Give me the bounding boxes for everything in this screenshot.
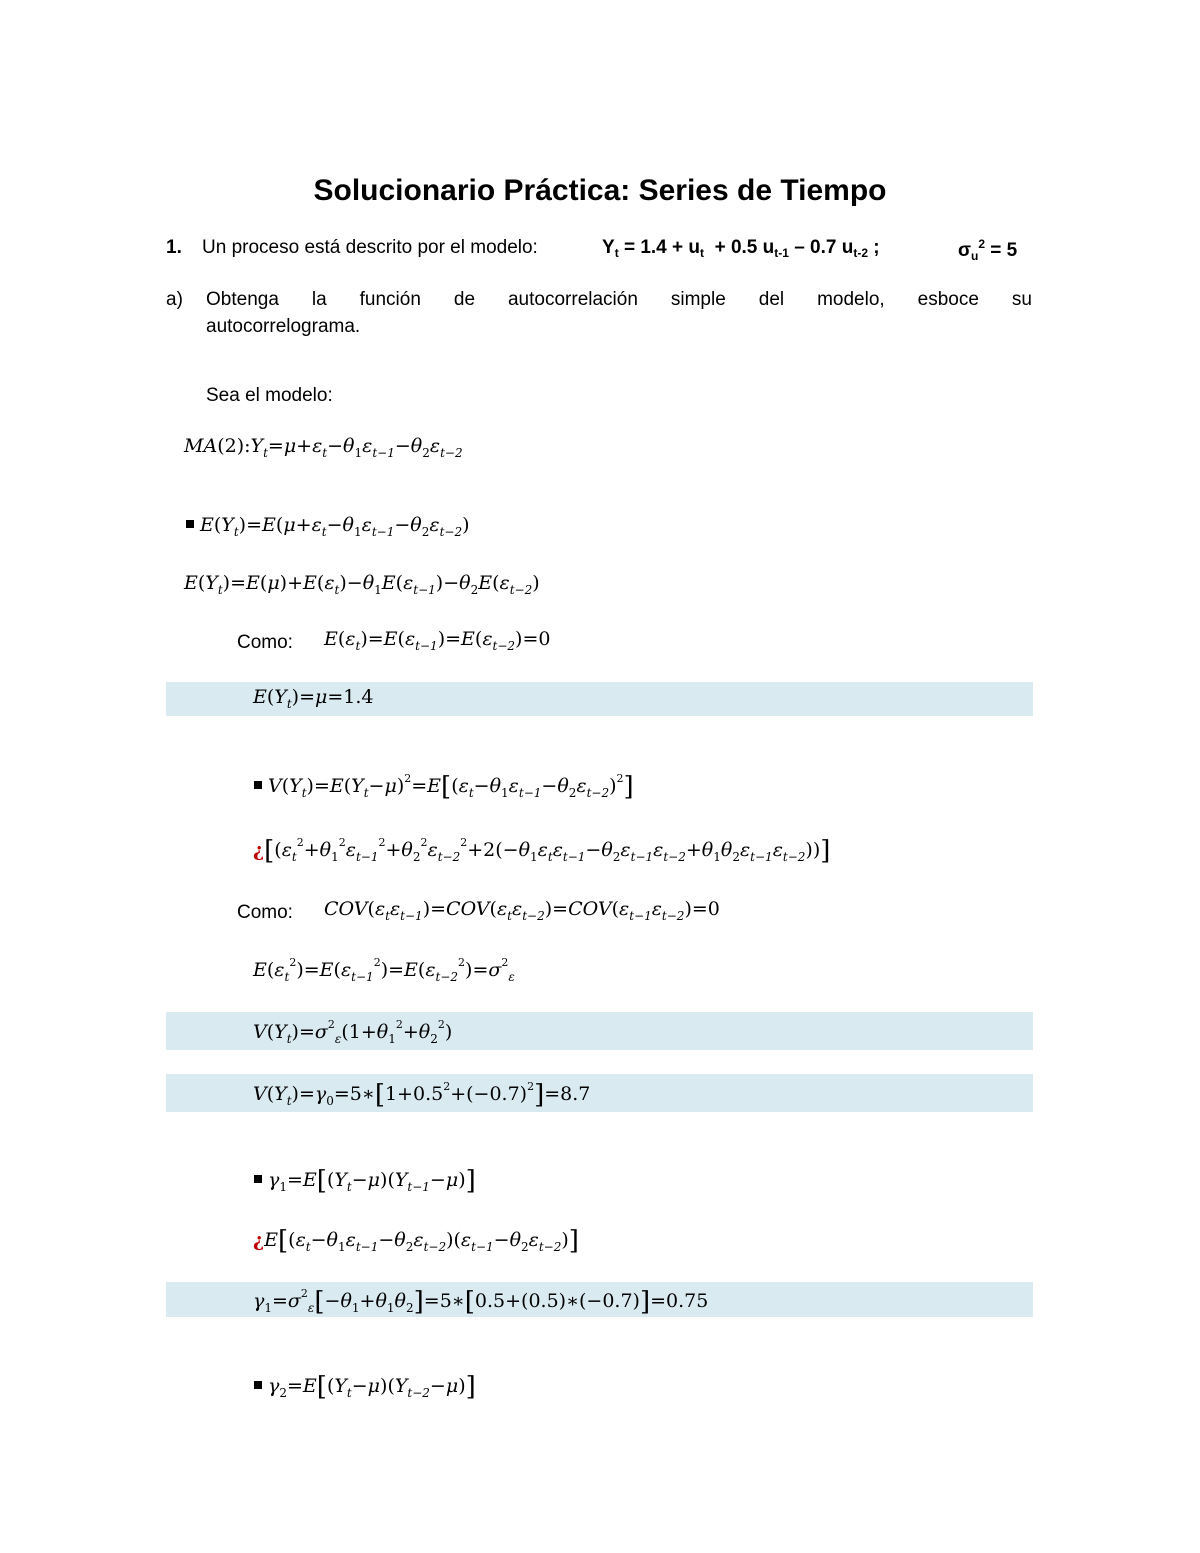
eq-v2: ¿$[(\varepsilon_t^2+\theta_1^2\varepsilon_{t-1}^2+\theta_2^2\varepsilon_{t-2}^2+2(-\theta_1\varepsilon_t\varepsilon_{t-1}-\theta_2\varepsilon_{t-1}\varepsilon_{t-2}+\theta_1\theta_2\varepsilon_{t-1}\varepsilon_{t-2}))]$ xyxy=(253,836,831,866)
sea-label: Sea el modelo: xyxy=(206,385,333,406)
page-title: Solucionario Práctica: Series de Tiempo xyxy=(313,174,887,207)
part-a-line2: autocorrelograma. xyxy=(206,316,361,337)
eq-g1a: $\gamma_1=E[(Y_t-\mu)(Y_{t-1}-\mu)]$ xyxy=(254,1166,476,1196)
eq-v1: $V(Y_t)=E(Y_t-\mu)^2=E[(\varepsilon_t-\theta_1\varepsilon_{t-1}-\theta_2\varepsilon_{t-2})^2]$ xyxy=(254,772,634,802)
eq-e4: $E(Y_t)=\mu=1.4$ xyxy=(253,686,374,711)
eq-g1b: ¿$E[(\varepsilon_t-\theta_1\varepsilon_{t-1}-\theta_2\varepsilon_{t-2})(\varepsilon_{t-1}-\theta_2\varepsilon_{t-2})]$ xyxy=(253,1226,579,1256)
part-a xyxy=(166,286,1032,340)
eq-e3: $E(\varepsilon_t)=E(\varepsilon_{t-1})=E(\varepsilon_{t-2})=0$ xyxy=(324,628,551,653)
eq-g1c: $\gamma_1=\sigma^2_\varepsilon[-\theta_1+\theta_1\theta_2]=5∗[0.5+(0.5)∗(-0.7)]=0.75$ xyxy=(253,1287,709,1317)
eq-v5: $V(Y_t)=\sigma^2_\varepsilon(1+\theta_1^2+\theta_2^2)$ xyxy=(253,1018,453,1046)
problem-text: Un proceso está descrito por el modelo: xyxy=(202,237,538,258)
eq-e1: $E(Y_t)=E(\mu+\varepsilon_t-\theta_1\varepsilon_{t-1}-\theta_2\varepsilon_{t-2})$ xyxy=(186,514,470,539)
eq-ma2: $MA(2):Y_t=\mu+\varepsilon_t-\theta_1\varepsilon_{t-1}-\theta_2\varepsilon_{t-2}$ xyxy=(184,435,463,460)
bullet-icon xyxy=(254,781,262,789)
problem-model: $Y_t = 1.4 + u_t + 0.5$ $u_{t-1} - 0.7$ $u_{t-2}$ ; xyxy=(602,237,880,260)
problem-variance: $\sigma_u^2 = 5$ xyxy=(958,237,1018,263)
eq-g2a: $\gamma_2=E[(Y_t-\mu)(Y_{t-2}-\mu)]$ xyxy=(254,1372,476,1402)
bullet-icon xyxy=(186,520,194,528)
eq-v6: $V(Y_t)=\gamma_0=5∗[1+0.5^2+(-0.7)^2]=8.7$ xyxy=(253,1080,591,1110)
problem-number: 1. xyxy=(166,237,182,258)
part-a-label: a) xyxy=(166,289,183,310)
eq-e2: $E(Y_t)=E(\mu)+E(\varepsilon_t)-\theta_1E(\varepsilon_{t-1})-\theta_2E(\varepsilon_{t-2})$ xyxy=(184,572,540,597)
como-label-1: Como: xyxy=(237,632,293,653)
eq-v4: $E(\varepsilon_t^2)=E(\varepsilon_{t-1}^2)=E(\varepsilon_{t-2}^2)=\sigma^2_\varepsilon$ xyxy=(253,956,515,984)
part-a-line1: Obtenga la función de autocorrelación simple del modelo, esboce su xyxy=(206,289,1032,310)
bullet-icon xyxy=(254,1381,262,1389)
eq-v3: $COV(\varepsilon_t\varepsilon_{t-1})=COV(\varepsilon_t\varepsilon_{t-2})=COV(\varepsilon_{t-1}\varepsilon_{t-2})=0$ xyxy=(324,898,720,923)
bullet-icon xyxy=(254,1175,262,1183)
como-label-2: Como: xyxy=(237,902,293,923)
